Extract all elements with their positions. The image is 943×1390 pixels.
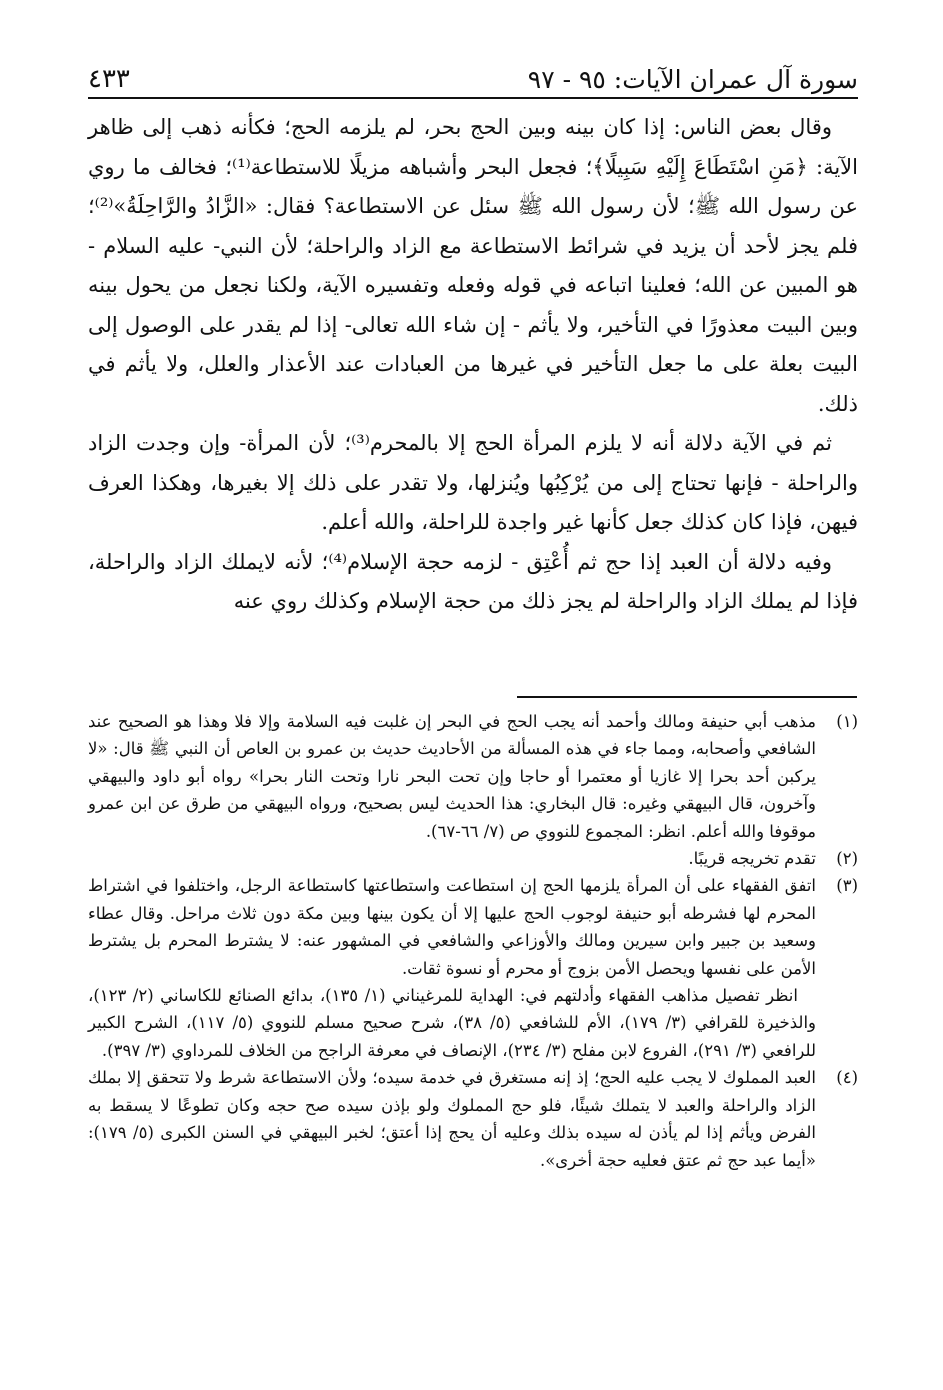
footnote-text: مذهب أبي حنيفة ومالك وأحمد أنه يجب الحج في البحر إن غلبت فيه السلامة وإلا فلا وهذا هو الصحيح عند الشافعي وأصحابه، ومما جاء في هذه المسألة من الأحاديث حديث بن عمرو بن العاص أن النبي ﷺ قال: «لا يركبن أحد بحرا إلا غازيا أو معتمرا أو حاجا وإن تحت البحر نارا وتحت النار بحرا» رواه أبو داود والبيهقي وآخرون، قال البيهقي وغيره: قال البخاري: هذا الحديث ليس بصحيح، ورواه البيهقي من طرق عن ابن عمرو موقوفا والله أعلم. انظر: المجموع للنووي ص (٧/ ٦٦-٦٧). [88,712,816,841]
footnotes [88,708,858,1174]
paragraph-2: ثم في الآية دلالة أنه لا يلزم المرأة الحج إلا بالمحرم⁽³⁾؛ لأن المرأة- وإن وجدت الزاد والراحلة - فإنها تحتاج إلى من يُرْكِبُها ويُنزلها، ولا تقدر على ذلك إلا بغيرها، وهكذا العرف فيهن، فإذا كان كذلك جعل كأنها غير واجدة للراحلة، والله أعلم. [88,431,858,534]
main-text [88,108,858,622]
paragraph-3: وفيه دلالة أن العبد إذا حج ثم أُعْتِق - لزمه حجة الإسلام⁽⁴⁾؛ لأنه لايملك الزاد والراحلة، فإذا لم يملك الزاد والراحلة لم يجز ذلك من حجة الإسلام وكذلك روي عنه [88,549,858,613]
footnote-3-references: انظر تفصيل مذاهب الفقهاء وأدلتهم في: الهداية للمرغيناني (١/ ١٣٥)، بدائع الصنائع للكاساني (٢/ ١٢٣)، والذخيرة للقرافي (٣/ ١٧٩)، الأم للشافعي (٥/ ٣٨)، شرح صحيح مسلم للنووي (٥/ ١١٧)، الشرح الكبير للرافعي (٣/ ٢٩١)، الفروع لابن مفلح (٣/ ٢٣٤)، الإنصاف في معرفة الراجح من الخلاف للمرداوي (٣/ ٣٩٧). [88,986,816,1060]
footnote-text: اتفق الفقهاء على أن المرأة يلزمها الحج إن استطاعت واستطاعتها كاستطاعة الرجل، واختلفوا في اشتراط المحرم لها فشرطه أبو حنيفة لوجوب الحج عليها إلا أن يكون بينها وبين مكة دون ثلاث مراحل. وقال عطاء وسعيد بن جبير وابن سيرين ومالك والأوزاعي والشافعي في المشهور عنه: لا يشترط المحرم بل يشترط الأمن على نفسها ويحصل الأمن بزوج أو محرم أو نسوة ثقات. [88,876,816,978]
footnote-number: (٢) [836,849,858,869]
running-header [88,50,858,94]
footnote-4 [88,1064,858,1174]
paragraph-1: وقال بعض الناس: إذا كان بينه وبين الحج بحر، لم يلزمه الحج؛ فكأنه ذهب إلى ظاهر الآية: ﴿مَنِ اسْتَطَاعَ إِلَيْهِ سَبِيلًا﴾؛ فجعل البحر وأشباهه مزيلًا للاستطاعة⁽¹⁾؛ فخالف ما روي عن رسول الله ﷺ؛ لأن رسول الله ﷺ سئل عن الاستطاعة؟ فقال: «الزَّادُ والرَّاحِلَةُ»⁽²⁾؛ فلم يجز لأحد أن يزيد في شرائط الاستطاعة مع الزاد والراحلة؛ لأن النبي- عليه السلام - هو المبين عن الله؛ فعلينا اتباعه في قوله وفعله وتفسيره الآية، ولكنا نجعل من يحول بينه وبين البيت معذورًا في التأخير، ولا يأثم - إن شاء الله تعالى- إذا لم يقدر على الوصول إلى البيت بعلة على ما جعل التأخير في غيرها من العبادات عند الأعذار والعلل، ولا يأثم في ذلك. [88,115,858,416]
footnote-2 [88,845,858,872]
footnote-text: تقدم تخريجه قريبًا. [688,849,816,869]
footnote-1 [88,708,858,845]
footnote-3 [88,872,858,982]
footnote-number: (٤) [836,1068,858,1088]
surah-title: سورة آل عمران الآيات: ٩٥ - ٩٧ [527,65,858,94]
header-rule [88,97,858,99]
footnote-text: العبد المملوك لا يجب عليه الحج؛ إذ إنه مستغرق في خدمة سيده؛ ولأن الاستطاعة شرط ولا تتحقق إلا بملك الزاد والراحلة والعبد لا يتملك شيئًا، فلو حج المملوك ولو بإذن سيده صح حجه وكان تطوعًا لا يسقط به الفرض ويأثم إذا لم يأذن له سيده بذلك وعليه أن يحج إذا أعتق؛ لخبر البيهقي في السنن الكبرى (٥/ ١٧٩): «أيما عبد حج ثم عتق فعليه حجة أخرى». [88,1068,816,1170]
page-number: ٤٣٣ [88,64,130,94]
footnote-number: (١) [836,712,858,731]
footnote-number: (٣) [836,876,858,896]
footnote-separator [517,696,857,698]
